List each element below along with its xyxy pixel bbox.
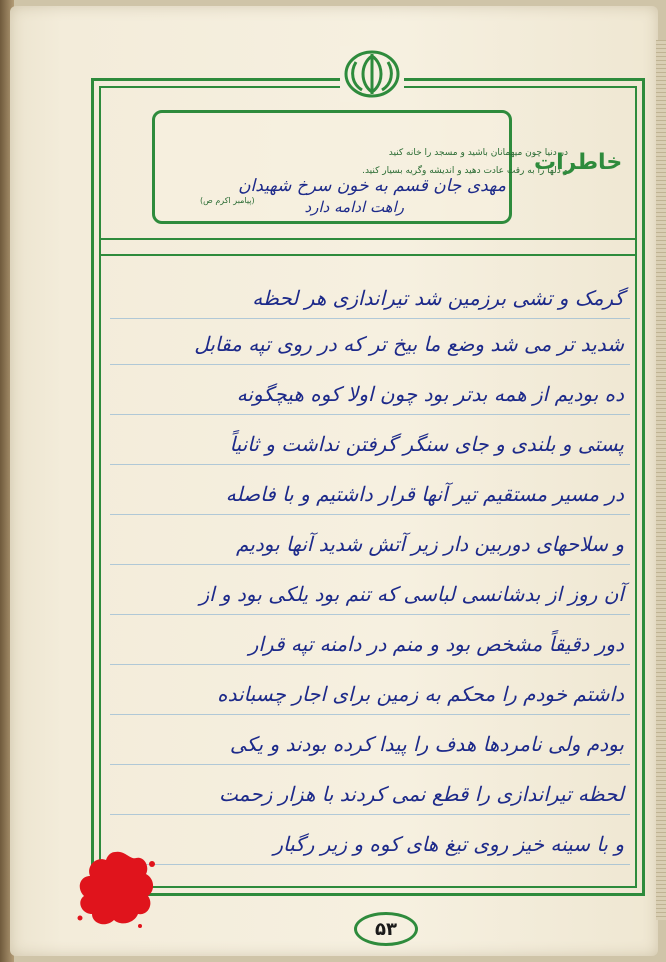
handwritten-body — [110, 260, 630, 880]
handwritten-dedication-line-2: راهت ادامه دارد — [304, 198, 404, 216]
handwritten-line: و سلاحهای دوربین دار زیر آتش شدید آنها بودیم — [235, 532, 624, 556]
handwritten-line: آن روز از بدشانسی لباسی که تنم بود یلکی بود و از — [199, 582, 624, 606]
quote-line-1: در دنیا چون میهمانان باشید و مسجد را خانه کنید — [388, 148, 568, 158]
header-divider — [99, 238, 637, 256]
handwritten-line: داشتم خودم را محکم به زمین برای اجار چسبانده — [217, 682, 624, 706]
section-title: خاطرات — [534, 150, 623, 175]
handwritten-line: شدید تر می شد وضع ما بیخ تر که در روی تپه مقابل — [194, 332, 624, 356]
ruled-line — [110, 806, 630, 865]
handwritten-line: گرمک و تشی برزمین شد تیراندازی هر لحظه — [252, 286, 624, 310]
handwritten-line: در مسیر مستقیم تیر آنها قرار داشتیم و با فاصله — [225, 482, 624, 506]
handwritten-line: لحظه تیراندازی را قطع نمی کردند با هزار زحمت — [219, 782, 624, 806]
handwritten-line: و با سینه خیز روی تیغ های کوه و زیر رگبار — [273, 832, 624, 856]
red-ink-blot — [70, 842, 160, 932]
page-number: ۵۳ — [375, 918, 397, 940]
quote-source: (پیامبر اکرم ص) — [200, 196, 255, 205]
page-number-badge — [354, 912, 418, 946]
handwritten-line: دور دقیقاً مشخص بود و منم در دامنه تپه قرار — [248, 632, 624, 656]
page-edges — [656, 40, 666, 920]
handwritten-line: بودم ولی نامردها هدف را پیدا کرده بودند و یکی — [229, 732, 624, 756]
handwritten-dedication-line-1: مهدی جان قسم به خون سرخ شهیدان — [238, 176, 506, 196]
handwritten-line: ده بودیم از همه بدتر بود چون اولا کوه هیچگونه — [236, 382, 624, 406]
handwritten-line: پستی و بلندی و جای سنگر گرفتن نداشت و ثانیاً — [229, 432, 624, 456]
quote-line-2: و دلها را به رقت عادت دهید و اندیشه وگریه بسیار کنید. — [362, 166, 568, 176]
iran-emblem-icon — [340, 46, 404, 102]
